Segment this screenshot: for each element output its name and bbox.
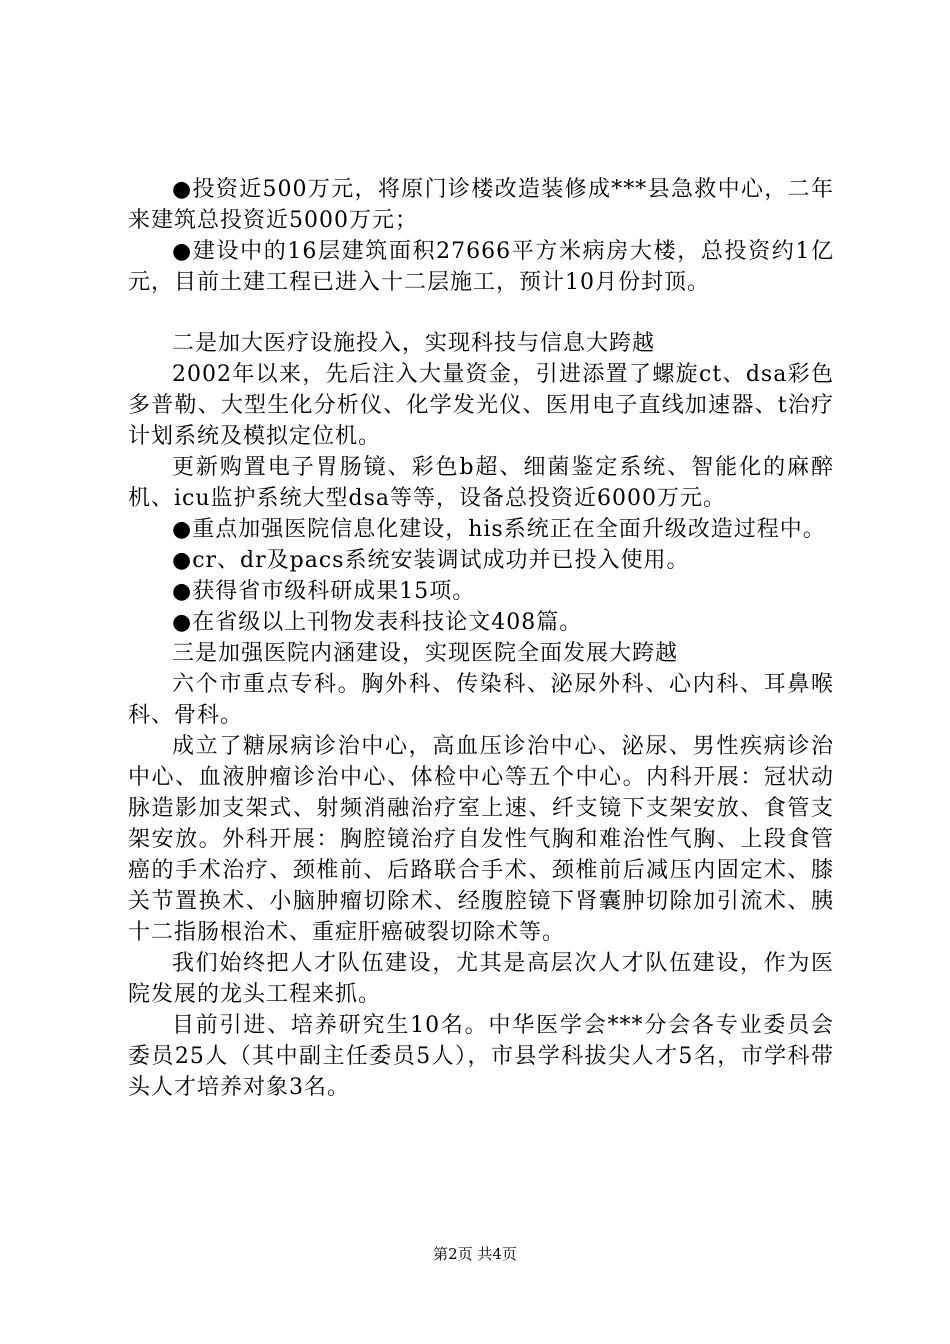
paragraph-specialties: 六个市重点专科。胸外科、传染科、泌尿外科、心内科、耳鼻喉科、骨科。 xyxy=(128,672,834,728)
paragraph-equipment-introduced: 2002年以来，先后注入大量资金，引进添置了螺旋ct、dsa彩色多普勒、大型生化分析仪、化学发光仪、医用电子直线加速器、t治疗计划系统及模拟定位机。 xyxy=(128,362,834,449)
paragraph-centers: 成立了糖尿病诊治中心，高血压诊治中心、泌尿、男性疾病诊治中心、血液肿瘤诊治中心、体检中心等五个中心。内科开展：冠状动脉造影加支架式、射频消融治疗室上速、纤支镜下支架安放、食管支架安放。外科开展：胸腔镜治疗自发性气胸和难治性气胸、上段食管癌的手术治疗、颈椎前、后路联合手术、颈椎前后减压内固定术、膝关节置换术、小脑肿瘤切除术、经腹腔镜下肾囊肿切除加引流术、胰十二指肠根治术、重症肝癌破裂切除术等。 xyxy=(128,734,834,945)
paragraph-bullet-ward-building: ●建设中的16层建筑面积27666平方米病房大楼，总投资约1亿元，目前土建工程已进入十二层施工，预计10月份封顶。 xyxy=(128,239,834,295)
paragraph-bullet-research: ●获得省市级科研成果15项。 xyxy=(172,579,476,604)
paragraph-bullet-pacs: ●cr、dr及pacs系统安装调试成功并已投入使用。 xyxy=(172,548,690,573)
section-heading-equipment: 二是加大医疗设施投入，实现科技与信息大跨越 xyxy=(172,331,656,356)
paragraph-bullet-papers: ●在省级以上刊物发表科技论文408篇。 xyxy=(172,610,583,635)
paragraph-bullet-renovation: ●投资近500万元，将原门诊楼改造装修成***县急救中心，二年来建筑总投资近5000万元； xyxy=(128,177,834,233)
paragraph-bullet-informatization: ●重点加强医院信息化建设，his系统正在全面升级改造过程中。 xyxy=(172,517,826,542)
page-number-footer: 第2页 共4页 xyxy=(433,1245,517,1263)
paragraph-talent: 我们始终把人才队伍建设，尤其是高层次人才队伍建设，作为医院发展的龙头工程来抓。 xyxy=(128,951,834,1007)
document-body xyxy=(128,174,834,1103)
paragraph-graduates: 目前引进、培养研究生10名。中华医学会***分会各专业委员会委员25人（其中副主任委员5人），市县学科拔尖人才5名，市学科带头人才培养对象3名。 xyxy=(128,1013,834,1100)
paragraph-equipment-updated: 更新购置电子胃肠镜、彩色b超、细菌鉴定系统、智能化的麻醉机、icu监护系统大型dsa等等，设备总投资近6000万元。 xyxy=(128,455,834,511)
section-heading-connotation: 三是加强医院内涵建设，实现医院全面发展大跨越 xyxy=(172,641,679,666)
